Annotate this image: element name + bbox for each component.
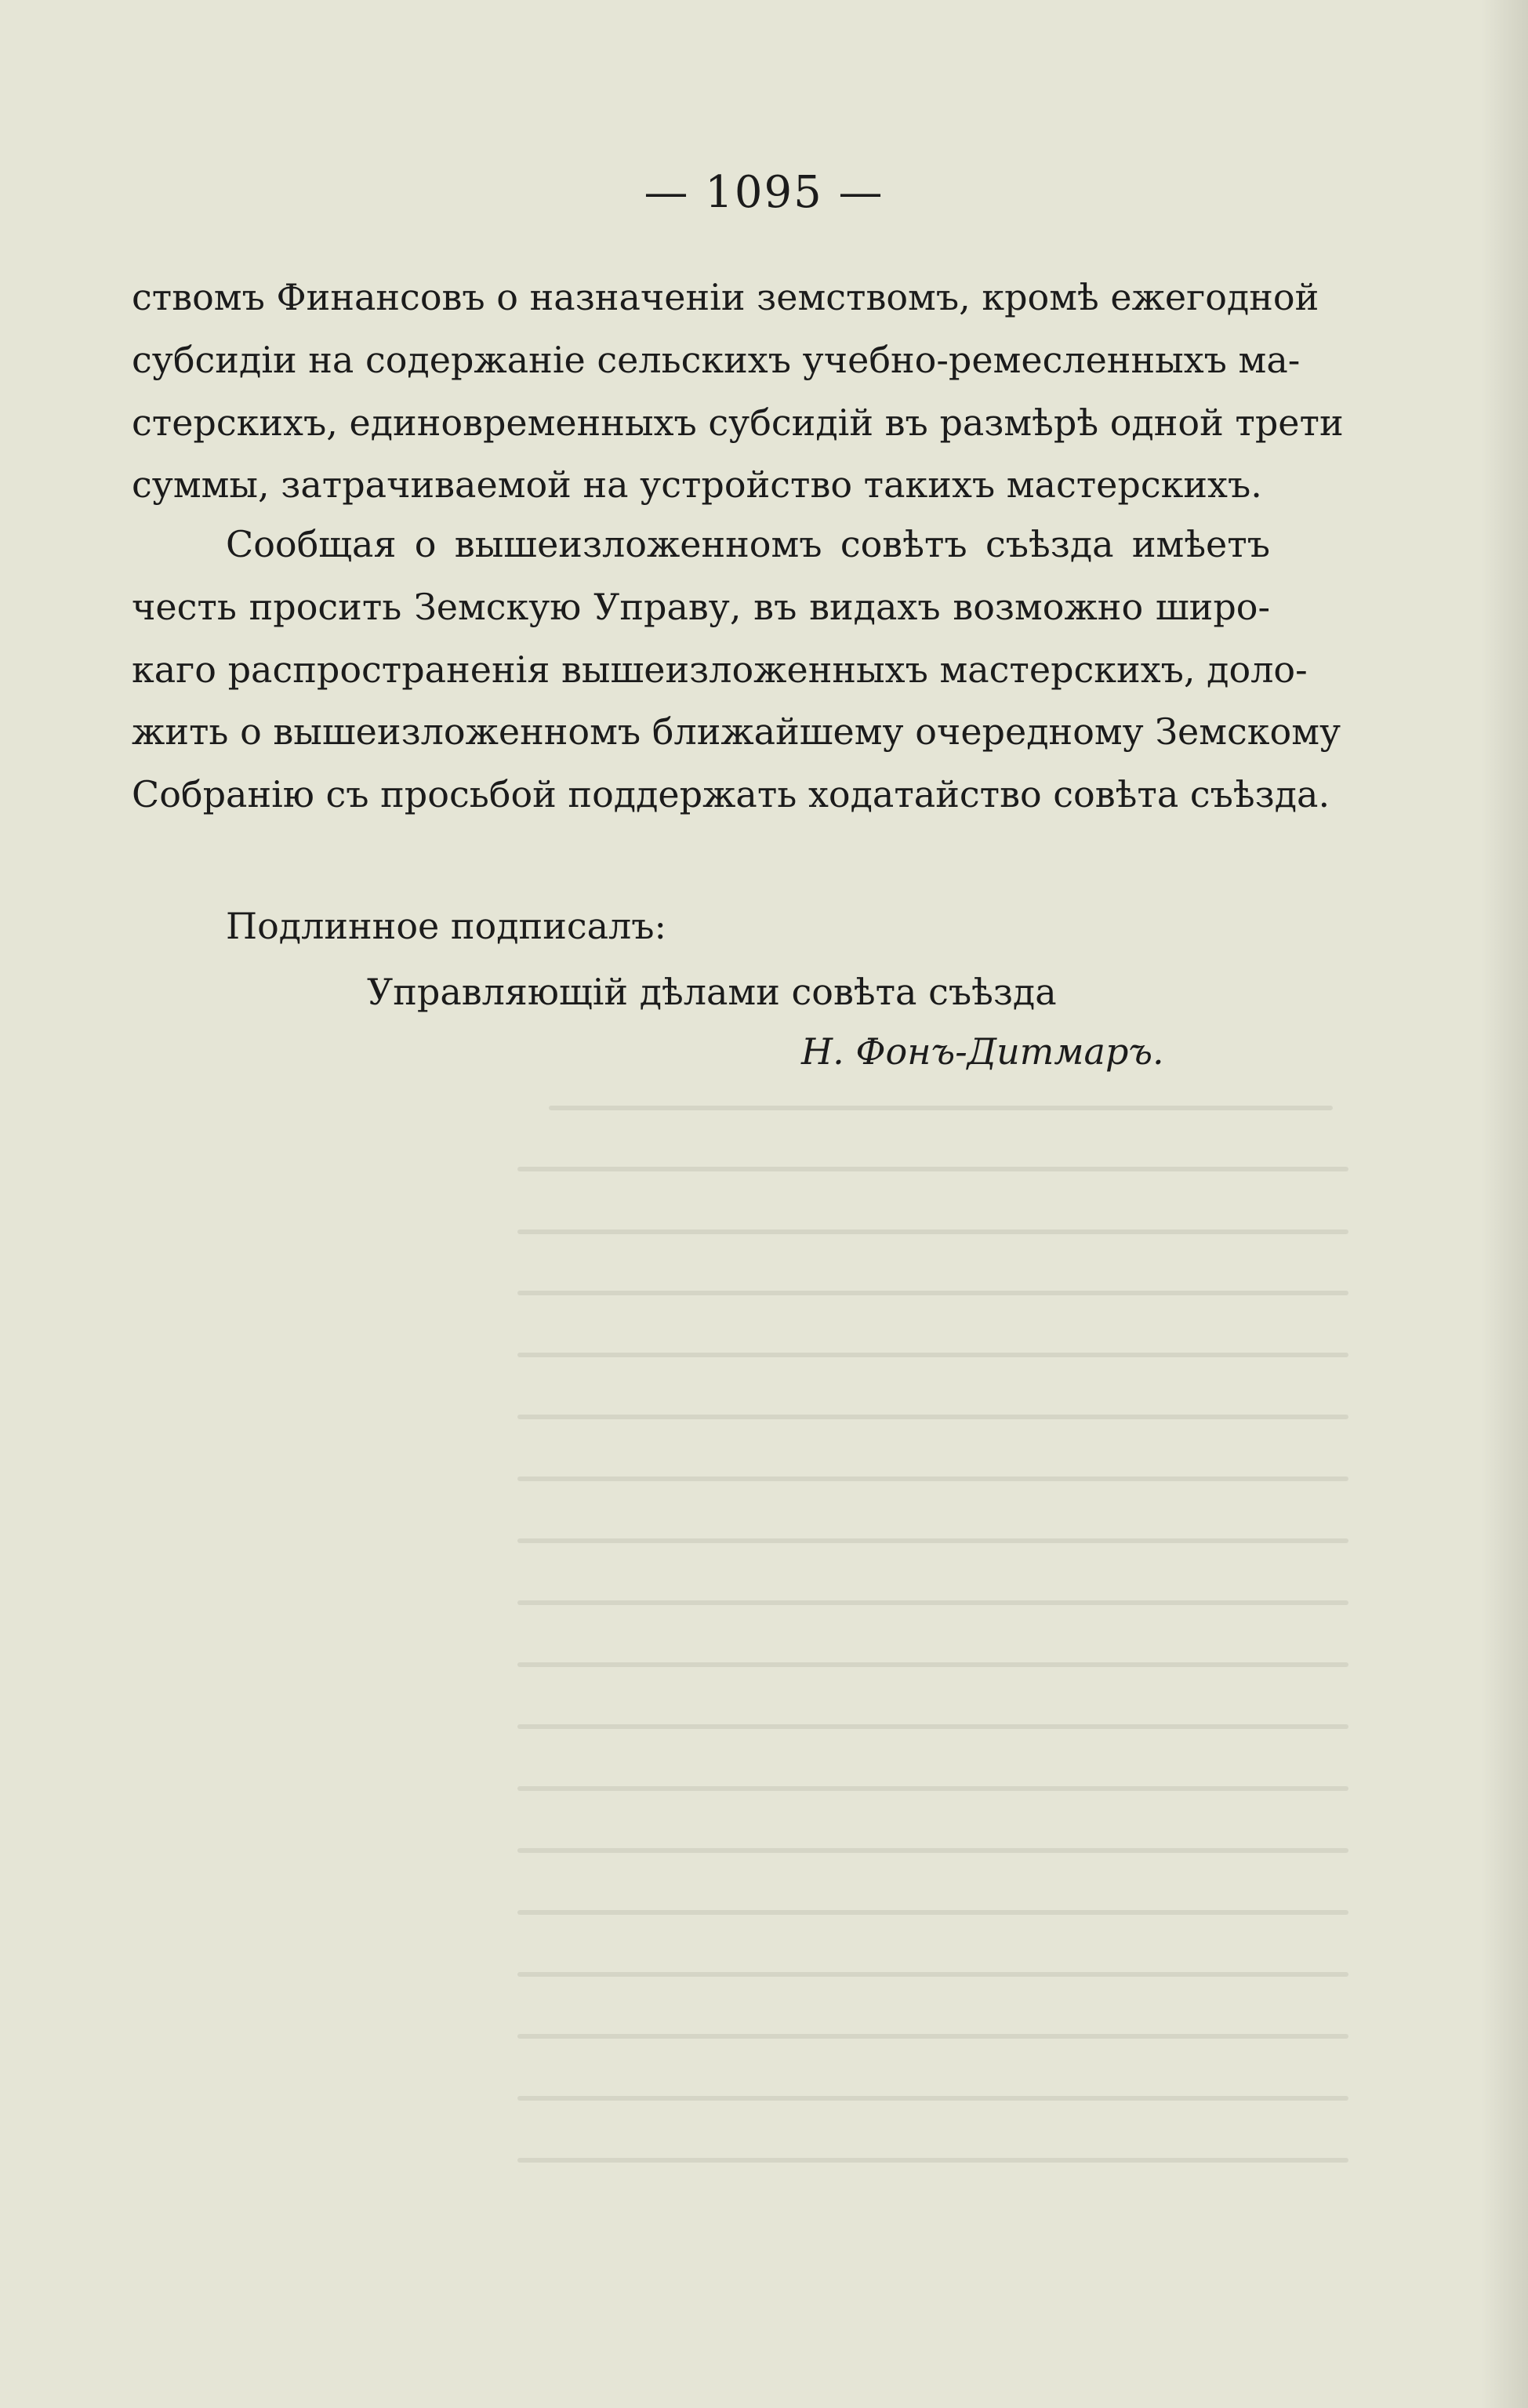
signer-title: Управляющiй дѣлами совѣта съѣзда: [367, 971, 1057, 1013]
text-line: жить о вышеизложенномъ ближайшему очередному Земскому: [132, 710, 1341, 754]
page-edge-shadow: [1481, 0, 1528, 2408]
text-line: ствомъ Финансовъ о назначенiи земствомъ, кромѣ ежегодной: [132, 276, 1319, 318]
page-number: — 1095 —: [644, 167, 884, 218]
text-line: субсидiи на содержанiе сельскихъ учебно-ремесленныхъ ма-: [132, 338, 1301, 381]
text-line: каго распространенiя вышеизложенныхъ мастерскихъ, доло-: [132, 648, 1308, 691]
paragraph-1: [132, 267, 1344, 517]
text-line: стерскихъ, единовременныхъ субсидiй въ размѣрѣ одной трети: [132, 401, 1344, 444]
text-line: честь просить Земскую Управу, въ видахъ возможно широ-: [132, 585, 1270, 628]
signer-name: Н. Фонъ-Дитмаръ.: [801, 1030, 1164, 1073]
text-line: Сообщая о вышеизложенномъ совѣтъ съѣзда имѣетъ: [226, 523, 1270, 565]
signature-label: Подлинное подписалъ:: [226, 905, 667, 947]
text-line: Собранiю съ просьбой поддержать ходатайство совѣта съѣзда.: [132, 773, 1330, 816]
text-line: суммы, затрачиваемой на устройство такихъ мастерскихъ.: [132, 463, 1262, 507]
paragraph-2: [132, 514, 1341, 826]
